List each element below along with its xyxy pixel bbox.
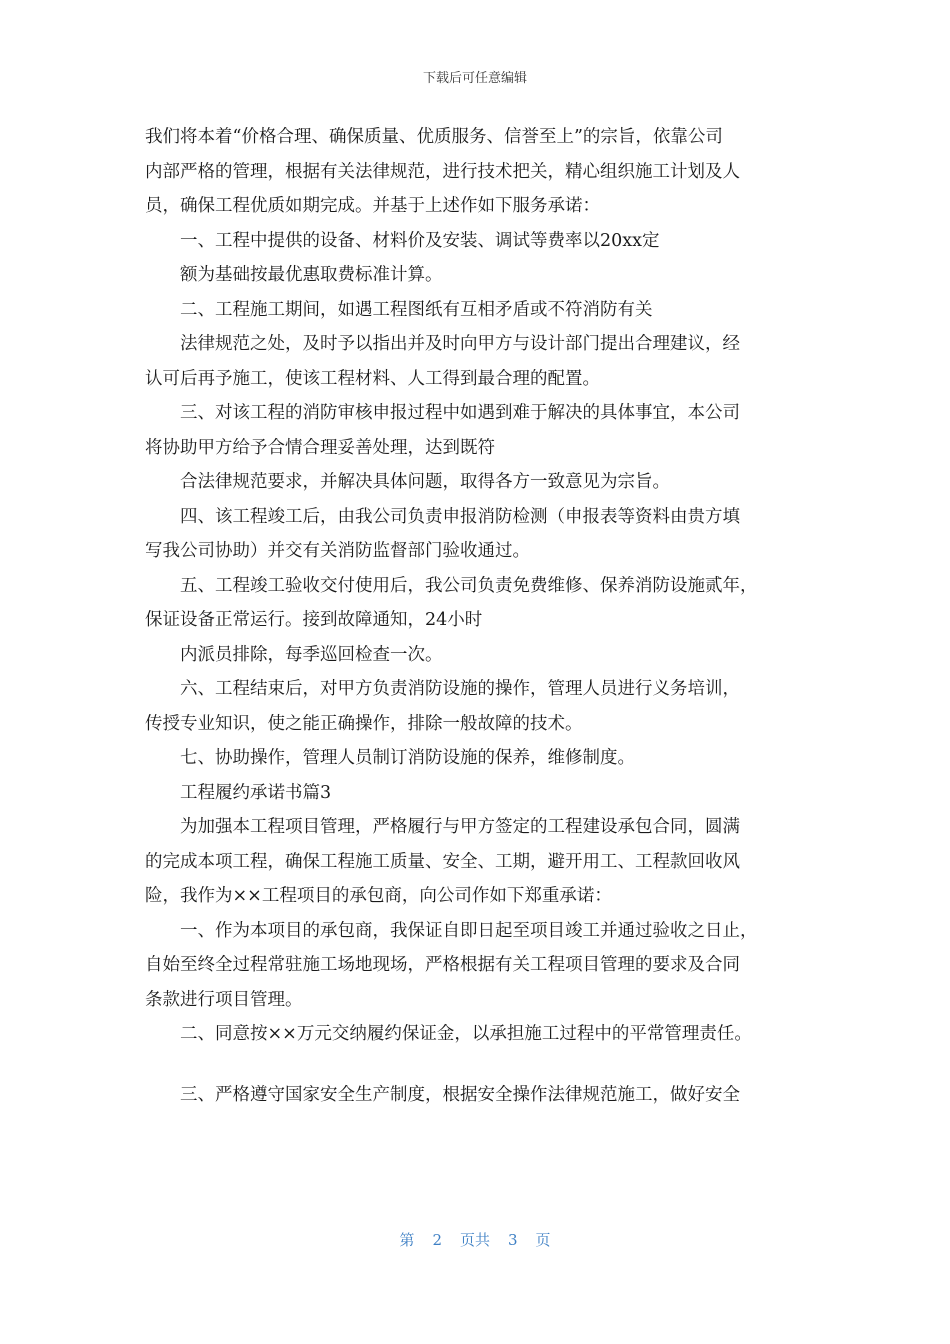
text-line: 二、工程施工期间，如遇工程图纸有互相矛盾或不符消防有关 — [180, 299, 653, 320]
page-footer — [0, 1229, 950, 1250]
text-line: 额为基础按最优惠取费标准计算。 — [180, 265, 443, 285]
text-line: 条款进行项目管理。 — [145, 989, 303, 1010]
text-line: 七、协助操作，管理人员制订消防设施的保养，维修制度。 — [180, 748, 635, 768]
text-line: 三、对该工程的消防审核申报过程中如遇到难于解决的具体事宜，本公司 — [180, 403, 740, 423]
text-line: 五、工程竣工验收交付使用后，我公司负责免费维修、保养消防设施贰年， — [180, 575, 758, 596]
footer-prefix: 第 — [399, 1231, 415, 1249]
text-line: 保证设备正常运行。接到故障通知，24小时 — [145, 610, 483, 630]
text-line: 自始至终全过程常驻施工场地现场，严格根据有关工程项目管理的要求及合同 — [145, 955, 740, 975]
text-line: 四、该工程竣工后，由我公司负责申报消防检测（申报表等资料由贵方填 — [180, 506, 740, 527]
footer-total-pages: 3 — [508, 1231, 518, 1249]
text-line: 为加强本工程项目管理，严格履行与甲方签定的工程建设承包合同，圆满 — [180, 817, 740, 837]
footer-suffix: 页 — [535, 1231, 551, 1249]
document-body — [145, 120, 810, 1112]
text-line: 险，我作为××工程项目的承包商，向公司作如下郑重承诺： — [145, 886, 612, 906]
footer-middle: 页共 — [459, 1231, 490, 1249]
text-line: 合法律规范要求，并解决具体问题，取得各方一致意见为宗旨。 — [180, 472, 670, 492]
text-line: 员，确保工程优质如期完成。并基于上述作如下服务承诺： — [145, 196, 600, 216]
text-line: 将协助甲方给予合情合理妥善处理，达到既符 — [145, 437, 495, 458]
text-line: 内派员排除，每季巡回检查一次。 — [180, 644, 443, 665]
text-line: 三、严格遵守国家安全生产制度，根据安全操作法律规范施工，做好安全 — [180, 1084, 740, 1105]
text-line: 一、作为本项目的承包商，我保证自即日起至项目竣工并通过验收之日止， — [180, 920, 758, 941]
text-line: 传授专业知识，使之能正确操作，排除一般故障的技术。 — [145, 713, 583, 734]
text-line: 一、工程中提供的设备、材料价及安装、调试等费率以20xx定 — [180, 230, 660, 251]
text-line: 内部严格的管理，根据有关法律规范，进行技术把关，精心组织施工计划及人 — [145, 161, 740, 182]
text-line: 认可后再予施工，使该工程材料、人工得到最合理的配置。 — [145, 368, 600, 389]
footer-current-page: 2 — [432, 1231, 442, 1249]
page-header: 下载后可任意编辑 — [422, 71, 527, 86]
text-line: 六、工程结束后，对甲方负责消防设施的操作，管理人员进行义务培训， — [180, 679, 740, 699]
text-line: 二、同意按××万元交纳履约保证金，以承担施工过程中的平常管理责任。 — [180, 1024, 752, 1044]
text-line: 的完成本项工程，确保工程施工质量、安全、工期，避开用工、工程款回收风 — [145, 851, 740, 872]
text-line: 写我公司协助）并交有关消防监督部门验收通过。 — [145, 541, 530, 561]
text-line: 我们将本着“价格合理、确保质量、优质服务、信誉至上”的宗旨，依靠公司 — [145, 127, 723, 147]
text-line: 工程履约承诺书篇3 — [180, 782, 332, 803]
text-line: 法律规范之处，及时予以指出并及时向甲方与设计部门提出合理建议，经 — [180, 334, 740, 354]
